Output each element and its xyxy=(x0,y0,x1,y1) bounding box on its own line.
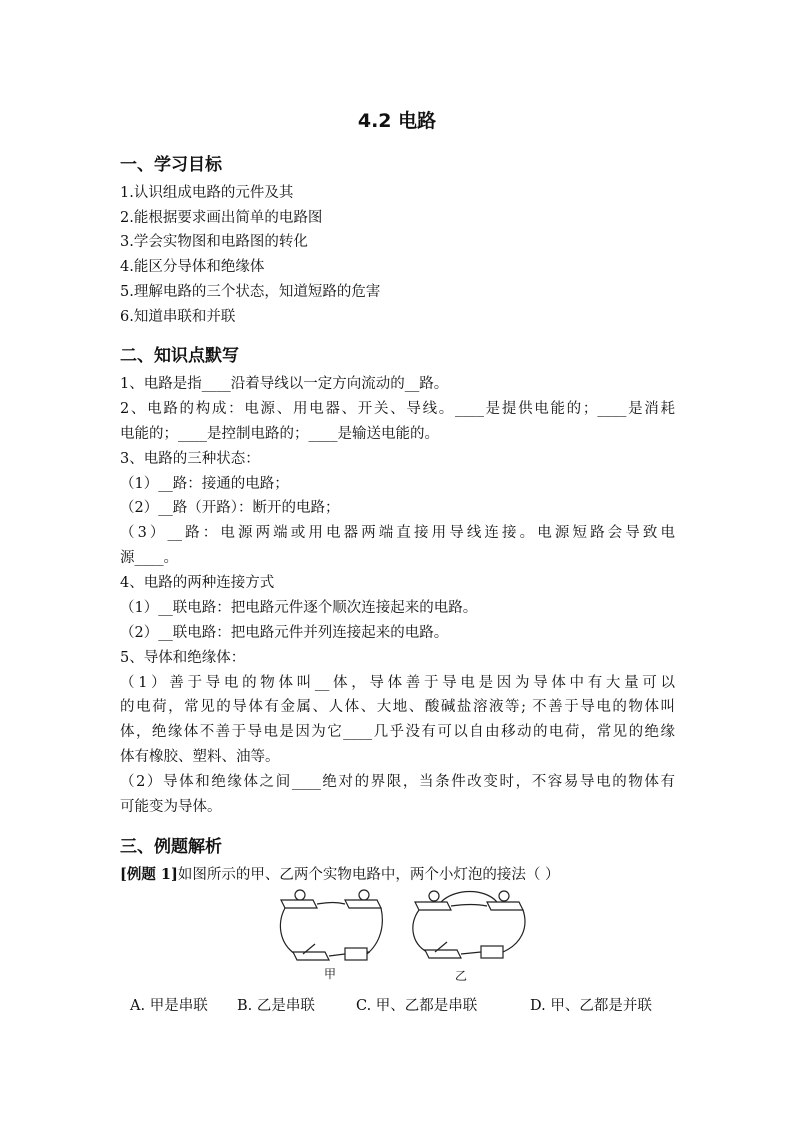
knowledge-line: 源____。 xyxy=(120,550,178,566)
knowledge-line: 的电荷，常见的导体有金属、人体、大地、酸碱盐溶液等; 不善于导电的物体叫 xyxy=(120,699,675,715)
knowledge-line: 体有橡胶、塑料、油等。 xyxy=(120,749,280,765)
section-heading-goals: 一、学习目标 xyxy=(120,155,222,175)
knowledge-line: 4、电路的两种连接方式 xyxy=(120,575,275,591)
knowledge-line: （2）__联电路：把电路元件并列连接起来的电路。 xyxy=(120,625,449,641)
goal-item: 5.理解电路的三个状态，知道短路的危害 xyxy=(120,284,381,300)
circuit-diagram-yi xyxy=(405,888,533,970)
knowledge-line: （1）__路：接通的电路； xyxy=(120,476,289,492)
caption-yi: 乙 xyxy=(455,969,468,983)
section-heading-examples: 三、例题解析 xyxy=(120,837,222,857)
example-label: [例题 1] xyxy=(120,866,178,883)
option-c[interactable]: C. 甲、乙都是串联 xyxy=(356,998,478,1014)
knowledge-line: （2）导体和绝缘体之间____绝对的界限，当条件改变时，不容易导电的物体有 xyxy=(120,774,675,790)
knowledge-line: （2）__路（开路）：断开的电路； xyxy=(120,500,340,516)
knowledge-line: 电能的；____是控制电路的；____是输送电能的。 xyxy=(120,426,439,442)
knowledge-line: （1）__联电路：把电路元件逐个顺次连接起来的电路。 xyxy=(120,600,478,616)
knowledge-line: 5、导体和绝缘体： xyxy=(120,650,246,666)
option-d[interactable]: D. 甲、乙都是并联 xyxy=(530,998,652,1014)
knowledge-line: 可能变为导体。 xyxy=(120,799,222,815)
goal-item: 3.学会实物图和电路图的转化 xyxy=(120,234,308,250)
caption-jia: 甲 xyxy=(324,967,337,981)
knowledge-line: 3、电路的三种状态： xyxy=(120,451,260,467)
knowledge-line: 2、电路的构成：电源、用电器、开关、导线。____是提供电能的；____是消耗 xyxy=(120,401,675,417)
example-text: 如图所示的甲、乙两个实物电路中，两个小灯泡的接法（ ） xyxy=(177,867,560,883)
goal-item: 1.认识组成电路的元件及其 xyxy=(120,185,294,201)
section-heading-knowledge: 二、知识点默写 xyxy=(120,346,239,366)
page-title: 4.2 电路 xyxy=(357,110,437,132)
knowledge-line: 体，绝缘体不善于导电是因为它____几乎没有可以自由移动的电荷，常见的绝缘 xyxy=(120,724,675,740)
goal-item: 6.知道串联和并联 xyxy=(120,309,236,325)
knowledge-line: 1、电路是指____沿着导线以一定方向流动的__路。 xyxy=(120,376,449,392)
knowledge-line: （1）善于导电的物体叫__体，导体善于导电是因为导体中有大量可以 xyxy=(120,675,675,691)
example-question xyxy=(120,865,675,885)
knowledge-line: （3）__路：电源两端或用电器两端直接用导线连接。电源短路会导致电 xyxy=(120,525,675,541)
goal-item: 4.能区分导体和绝缘体 xyxy=(120,259,265,275)
option-a[interactable]: A. 甲是串联 xyxy=(130,998,208,1014)
goal-item: 2.能根据要求画出简单的电路图 xyxy=(120,210,323,226)
option-b[interactable]: B. 乙是串联 xyxy=(237,998,315,1014)
circuit-diagram-jia xyxy=(275,888,395,970)
